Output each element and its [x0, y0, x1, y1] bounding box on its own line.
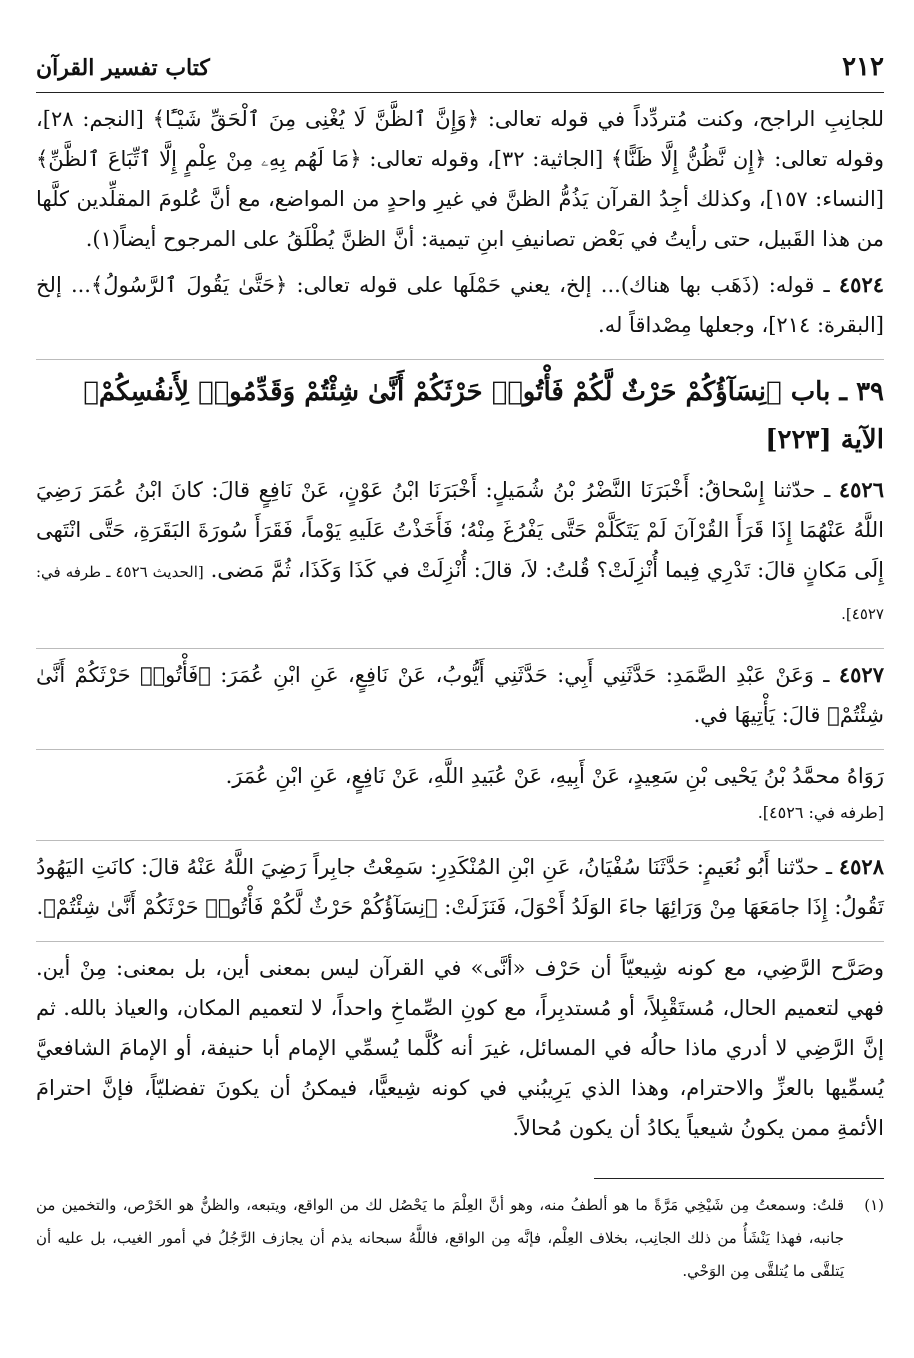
hadith-4527	[36, 655, 884, 735]
paragraph-text: ـ قوله: (ذَهَب بها هناك)... إلخ، يعني حَمْلَها على قوله تعالى: ﴿حَتَّىٰ يَقُولَ ٱلرَّسُولُ﴾... إلخ [البقرة: ٢١٤]، وجعلها مِصْداقاً له.	[36, 273, 884, 337]
footnote	[36, 1189, 884, 1288]
hadith-text: ـ حدّثنا أَبُو نُعَيمٍ: حَدَّثَنَا سُفْيَانُ، عَنِ ابْنِ المُنْكَدِرِ: سَمِعْتُ جابِراً رَضِيَ اللَّهُ عَنْهُ قالَ: كانَتِ اليَهُودُ تَقُولُ: إِذَا جامَعَهَا مِنْ وَرَائِهَا جاءَ الوَلَدُ أَحْوَلَ، فَنَزَلَتْ: ﴿نِسَآؤُكُمْ حَرْثٌ لَّكُمْ فَأْتُوا۟ حَرْثَكُمْ أَنَّىٰ شِئْتُمْ﴾.	[36, 855, 884, 919]
hadith-4527-riwaya: رَوَاهُ محمَّدُ بْنُ يَحْيى بْنِ سَعِيدٍ، عَنْ أَبِيهِ، عَنْ عُبَيدِ اللَّهِ، عَنْ نَافِعٍ، عَنِ ابْنِ عُمَرَ.	[225, 764, 884, 788]
paragraph-commentary-2: وصَرَّح الرَّضِي، مع كونه شِيعيّاً أن حَرْف «أنَّى» في القرآن ليس بمعنى أين، بل بمعنى: مِنْ أين. فهي لتعميم الحال، مُستَقْبِلاً، أو مُستدبِراً، مع كونِ الصِّماخِ واحداً، لا لتعميم المكان، والعياذ بالله. ثم إنَّ الرَّضِي لا أدري ماذا حالُه في المسائل، غيرَ أنه كُلَّما يُسمِّي الإمام أبا حنيفة، أو الإمامَ الشافعيَّ يُسمِّيها بالعزِّ والاحترام، وهذا الذي يَرِيبُني في كونه شِيعيًّا، فيمكنُ أن يكونَ تفضليّاً، فإنَّ احترامَ الأئمةِ ممن يكونُ شيعياً يكادُ أن يكون مُحالاً.	[36, 956, 884, 1140]
divider	[36, 840, 884, 841]
page-number: ٢١٢	[842, 52, 884, 82]
chapter-heading: ٣٩ ـ باب ﴿نِسَآؤُكُمْ حَرْثٌ لَّكُمْ فَأْتُوا۟ حَرْثَكُمْ أَنَّىٰ شِئْتُمْ وَقَدِّمُوا۟ لِأَنفُسِكُمْ﴾ الآية [٢٢٣]	[83, 377, 884, 455]
paragraph-commentary-1: للجانِبِ الراجح، وكنت مُتردِّداً في قوله تعالى: ﴿وَإِنَّ ٱلظَّنَّ لَا يُغْنِى مِنَ ٱلْحَقِّ شَيْـًٔا﴾ [النجم: ٢٨]، وقوله تعالى: ﴿إِن نَّظُنُّ إِلَّا ظَنًّا﴾ [الجاثية: ٣٢]، وقوله تعالى: ﴿مَا لَهُم بِهِۦ مِنْ عِلْمٍ إِلَّا ٱتِّبَاعَ ٱلظَّنِّ﴾ [النساء: ١٥٧]، وكذلك أجِدُ القرآن يَذُمُّ الظنَّ في غيرِ واحدٍ من المواضع، مع أنَّ عُلومَ المقلِّدين كلَّها من هذا القَبيل، حتى رأيتُ في بَعْض تصانيفِ ابنِ تيمية: أنَّ الظنَّ يُطْلَقُ على المرجوح أيضاً(١).	[36, 107, 884, 251]
hadith-4528	[36, 847, 884, 927]
running-title: كتاب تفسير القرآن	[36, 55, 210, 81]
hadith-number: ٤٥٢٤	[838, 272, 885, 297]
divider	[36, 648, 884, 649]
footnote-number: (١)	[864, 1196, 884, 1214]
hadith-text: ـ حدّثنا إِسْحاقُ: أَخْبَرَنَا النَّضْرُ بْنُ شُمَيلٍ: أَخْبَرَنَا ابْنُ عَوْنٍ، عَنْ نَافِعٍ قالَ: كانَ ابْنُ عُمَرَ رَضِيَ اللَّهُ عَنْهُمَا إِذَا قَرَأَ القُرْآنَ لَمْ يَتَكَلَّمْ حَتَّى يَفْرُغَ مِنْهُ؛ فَأَخَذْتُ عَلَيهِ يَوْماً، فَقَرَأَ سُورَةَ البَقَرَةِ، حَتَّى انْتَهى إِلَى مَكانٍ قالَ: تَدْرِي فِيما أُنْزِلَتْ؟ قُلتُ: لاَ، قالَ: أُنْزِلَتْ في كَذَا وَكَذَا، ثُمَّ مَضى.	[36, 478, 885, 582]
hadith-text: ـ وَعَنْ عَبْدِ الصَّمَدِ: حَدَّثَنِي أَبِي: حَدَّثَنِي أَيُّوبُ، عَنْ نَافِعٍ، عَنِ ابْنِ عُمَرَ: ﴿فَأْتُوا۟ حَرْثَكُمْ أَنَّىٰ شِئْتُمْ﴾ قالَ: يَأْتِيهَا في.	[36, 663, 884, 727]
hadith-reference: [الحديث ٤٥٢٦ ـ طرفه في: ٤٥٢٧].	[36, 563, 884, 623]
page	[36, 52, 884, 1288]
page-header	[36, 52, 884, 93]
footnote-separator	[594, 1178, 884, 1179]
hadith-number: ٤٥٢٨	[838, 854, 884, 879]
divider	[36, 941, 884, 942]
hadith-number: ٤٥٢٦	[838, 477, 884, 502]
divider	[36, 749, 884, 750]
paragraph-4524	[36, 265, 884, 345]
divider	[36, 359, 884, 360]
hadith-reference: [طرفه في: ٤٥٢٦].	[757, 803, 884, 822]
footnote-text: قلتُ: وسمعتُ مِن شَيْخِي مَرَّةً ما هو ألطفُ منه، وهو أنَّ العِلْمَ ما يَحْصُل لك من الواقع، ويتبعه، والظنُّ هو الخَرْص، والتخمين من جانبه، فهذا يَنْشَأُ من ذلك الجانِب، بخلاف العِلْم، فإنَّه مِن الواقع، فاللَّهُ سبحانه يذم أن يجازف الرَّجُلُ في أمور الغيب، بل عليه أن يَتلقَّى ما يُتلقَّى مِن الوَحْي.	[36, 1196, 844, 1280]
hadith-4526	[36, 470, 884, 634]
hadith-number: ٤٥٢٧	[838, 662, 884, 687]
